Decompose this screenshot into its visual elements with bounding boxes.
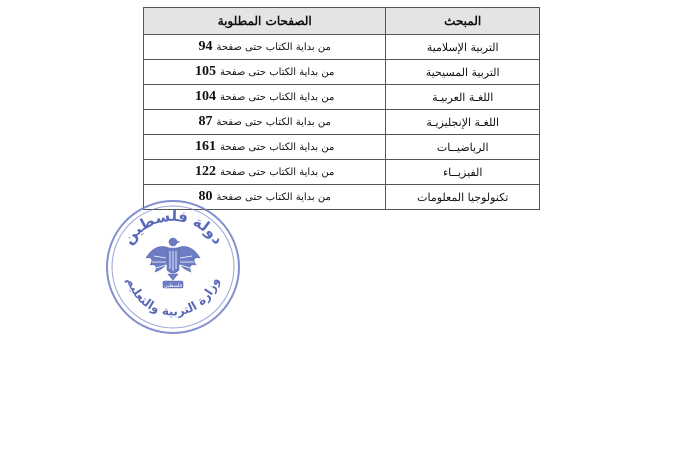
pages-prefix: من بداية الكتاب حتى صفحة xyxy=(220,92,335,103)
subject-cell: تكنولوجيا المعلومات xyxy=(386,185,540,210)
pages-prefix: من بداية الكتاب حتى صفحة xyxy=(220,167,335,178)
pages-number: 104 xyxy=(195,89,216,104)
subject-cell: التربية المسيحية xyxy=(386,60,540,85)
header-required-pages: الصفحات المطلوبة xyxy=(144,8,386,35)
pages-cell xyxy=(144,160,386,185)
pages-number: 122 xyxy=(195,164,216,179)
pages-number: 105 xyxy=(195,64,216,79)
pages-prefix: من بداية الكتاب حتى صفحة xyxy=(216,42,331,53)
table-row xyxy=(144,160,540,185)
emblem-label: فلسطين xyxy=(164,283,182,289)
subject-cell: الرياضيــات xyxy=(386,135,540,160)
seal-bottom-text: وزارة التربية والتعليم xyxy=(124,275,222,319)
pages-number: 87 xyxy=(198,114,213,129)
seal-top-text: دولة فلسطين xyxy=(119,206,228,248)
pages-number: 94 xyxy=(198,39,213,54)
subject-cell: الفيزيــاء xyxy=(386,160,540,185)
pages-number: 161 xyxy=(195,139,216,154)
table-row xyxy=(144,60,540,85)
ministry-seal xyxy=(104,198,242,336)
pages-number: 80 xyxy=(198,189,213,204)
pages-cell xyxy=(144,85,386,110)
pages-prefix: من بداية الكتاب حتى صفحة xyxy=(220,142,335,153)
table-header-row xyxy=(144,8,540,35)
pages-cell xyxy=(144,110,386,135)
subject-cell: التربية الإسلامية xyxy=(386,35,540,60)
table-row xyxy=(144,135,540,160)
pages-cell xyxy=(144,135,386,160)
ministry-seal-graphic xyxy=(104,198,242,336)
table-row xyxy=(144,85,540,110)
pages-prefix: من بداية الكتاب حتى صفحة xyxy=(216,192,331,203)
table-row xyxy=(144,110,540,135)
header-subject: المبحث xyxy=(386,8,540,35)
pages-cell xyxy=(144,60,386,85)
eagle-emblem-icon xyxy=(146,238,200,288)
pages-prefix: من بداية الكتاب حتى صفحة xyxy=(216,117,331,128)
pages-cell xyxy=(144,35,386,60)
required-pages-table xyxy=(143,7,540,210)
subject-cell: اللغـة العربيـة xyxy=(386,85,540,110)
table-row xyxy=(144,35,540,60)
pages-prefix: من بداية الكتاب حتى صفحة xyxy=(220,67,335,78)
subject-cell: اللغـة الإنجليزيـة xyxy=(386,110,540,135)
